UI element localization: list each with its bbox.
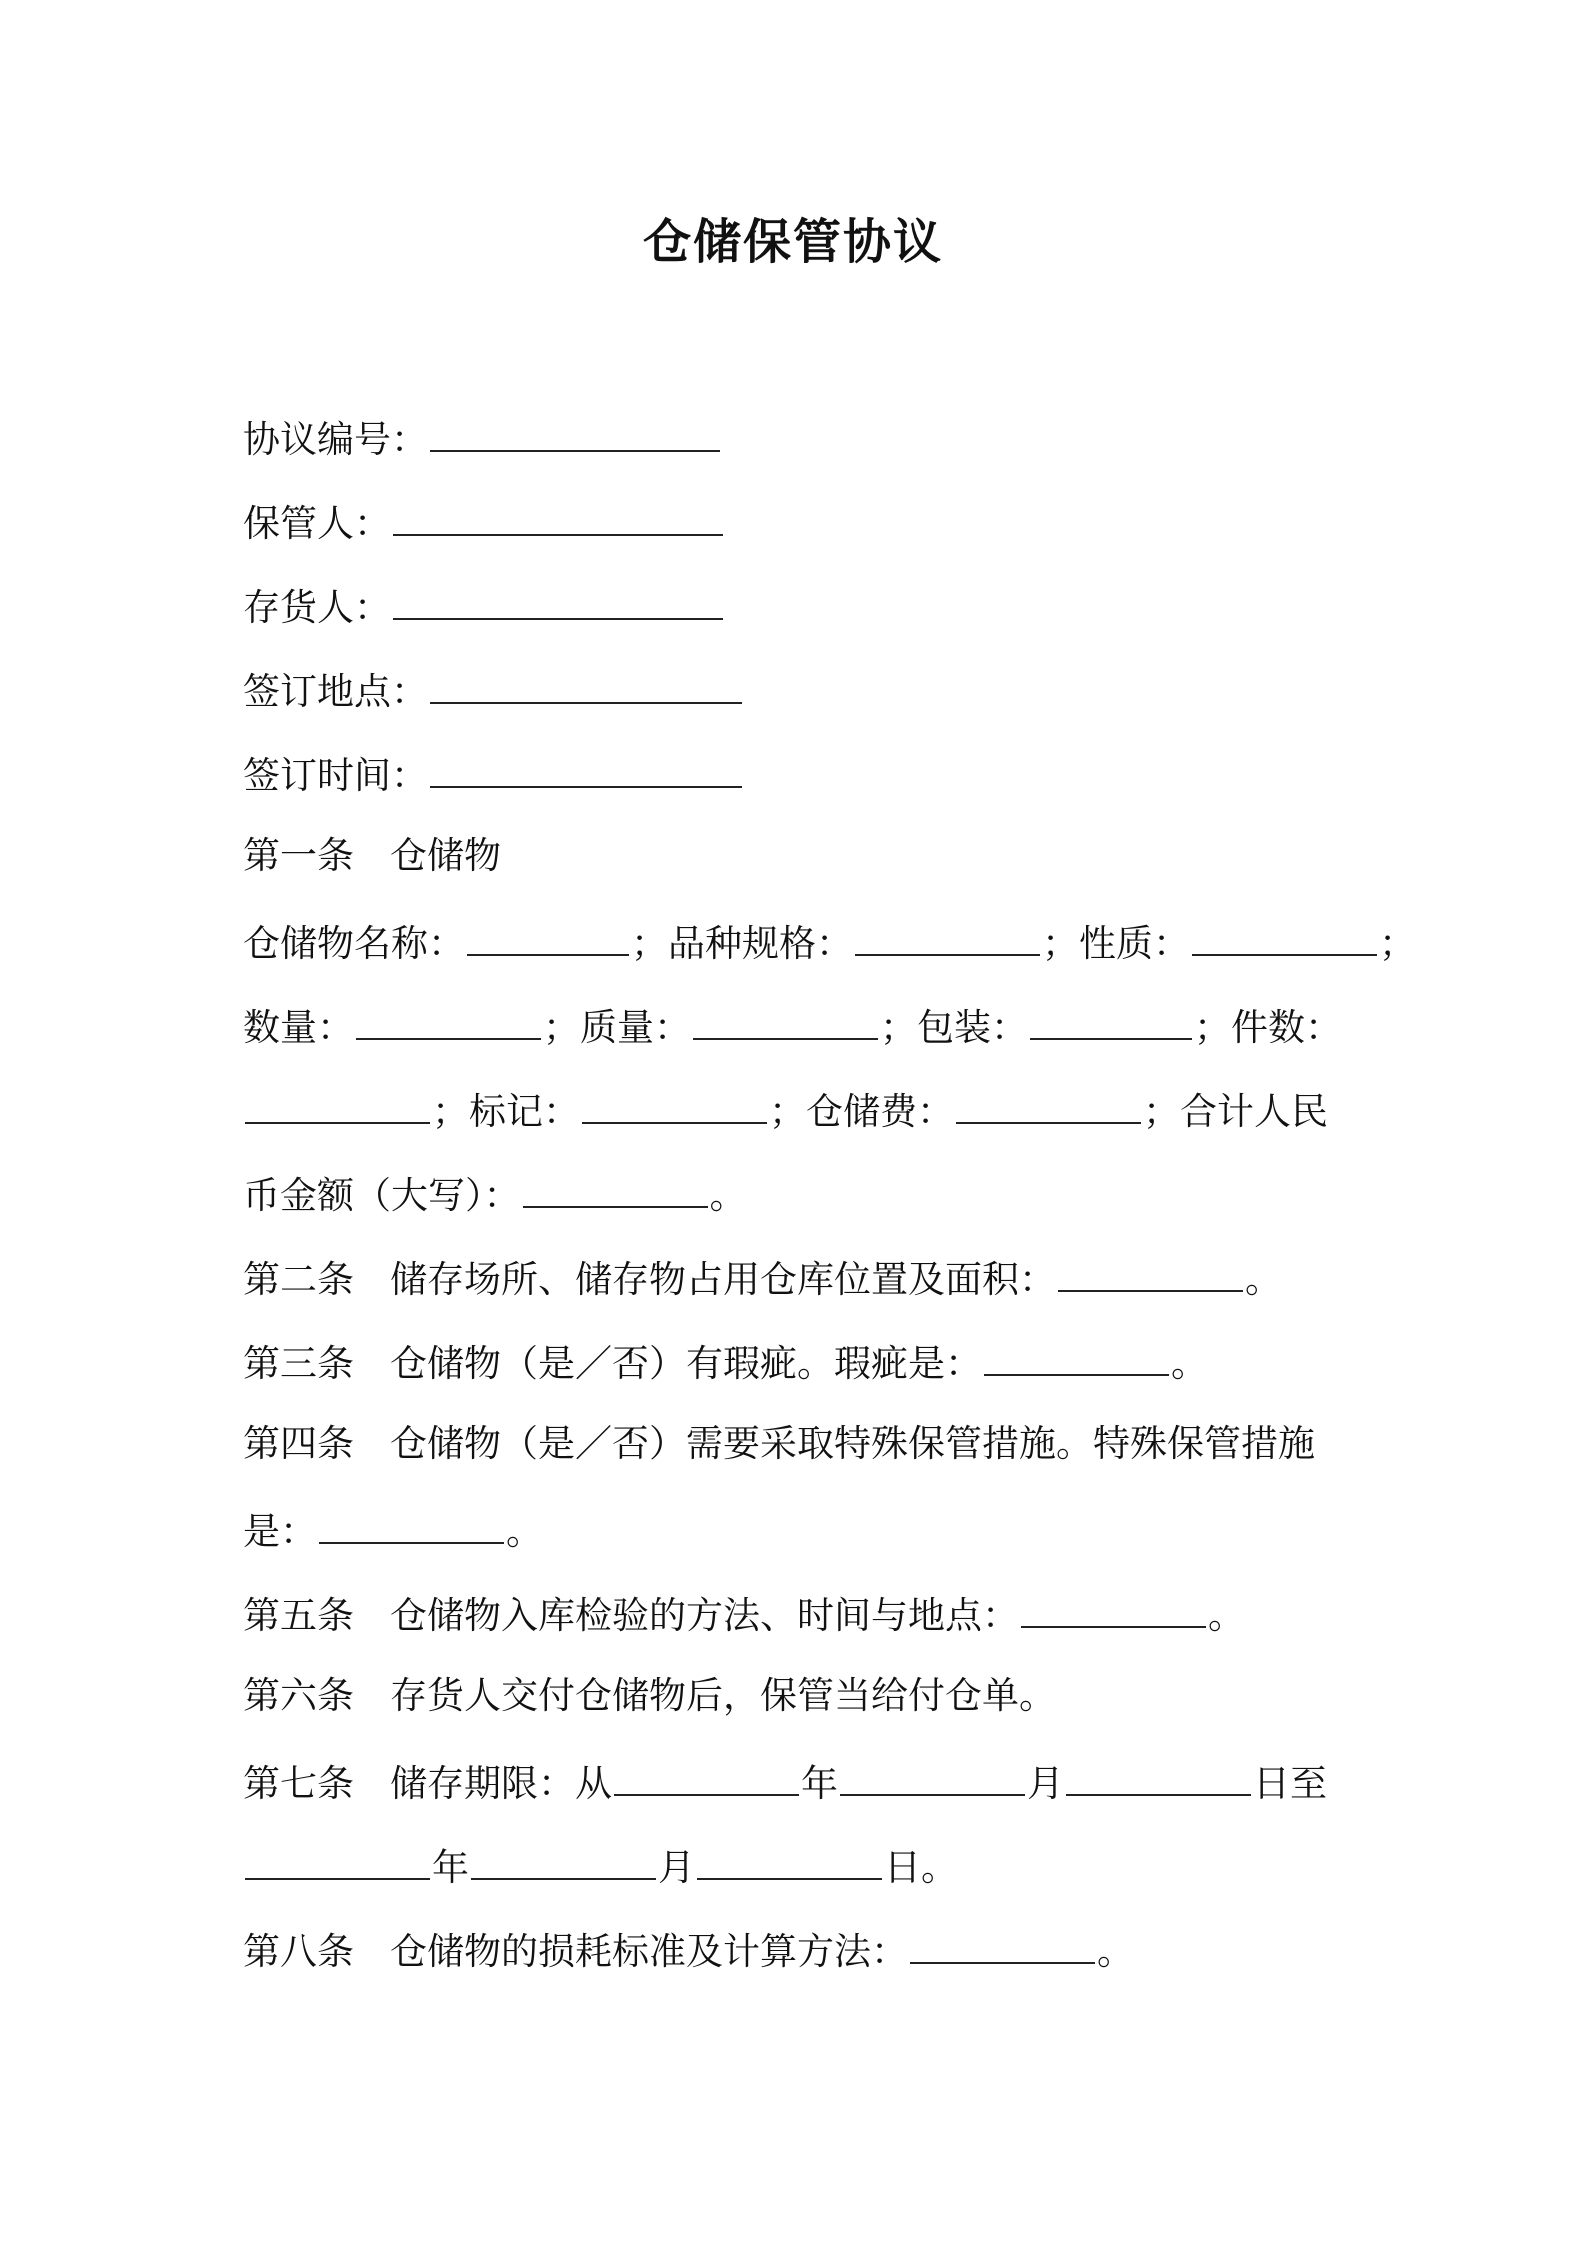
article-4-blank xyxy=(319,1500,504,1544)
custodian-label: 保管人： xyxy=(243,502,391,545)
signing-time-line xyxy=(243,744,1353,828)
amount-blank xyxy=(523,1164,708,1208)
start-day-label: 日至 xyxy=(1253,1762,1327,1805)
article-7-number: 第七条 xyxy=(243,1762,354,1805)
goods-name-label: 仓储物名称： xyxy=(243,922,465,965)
article-2 xyxy=(243,1248,1353,1332)
mark-blank xyxy=(582,1080,767,1124)
article-3-blank xyxy=(984,1332,1169,1376)
article-4-text-2: 是： xyxy=(243,1510,317,1553)
article-3-text: 仓储物（是／否）有瑕疵。瑕疵是： xyxy=(390,1342,982,1385)
article-1-line-3 xyxy=(243,1080,1353,1164)
quantity-label: 数量： xyxy=(243,1006,354,1049)
nature-label: ；性质： xyxy=(1042,922,1190,965)
signing-time-label: 签订时间： xyxy=(243,754,428,797)
article-4-line-2 xyxy=(243,1500,1353,1584)
spec-blank xyxy=(855,912,1040,956)
amount-label: 币金额（大写）： xyxy=(243,1174,521,1217)
end-year-blank xyxy=(245,1836,430,1880)
article-4-line-1 xyxy=(243,1416,1353,1500)
article-8-blank xyxy=(910,1920,1095,1964)
package-label: ；包装： xyxy=(880,1006,1028,1049)
start-year-blank xyxy=(614,1752,799,1796)
quality-blank xyxy=(693,996,878,1040)
article-1-line-4 xyxy=(243,1164,1353,1248)
pieces-label: ；件数： xyxy=(1194,1006,1342,1049)
article-3-end: 。 xyxy=(1171,1342,1208,1385)
goods-name-blank xyxy=(467,912,629,956)
article-3 xyxy=(243,1332,1353,1416)
end-year-label: 年 xyxy=(432,1846,469,1889)
article-6-text: 存货人交付仓储物后，保管当给付仓单。 xyxy=(390,1674,1056,1717)
article-7-line-2 xyxy=(243,1836,1353,1920)
article-8 xyxy=(243,1920,1353,2004)
end-month-label: 月 xyxy=(658,1846,695,1889)
package-blank xyxy=(1030,996,1192,1040)
signing-place-label: 签订地点： xyxy=(243,670,428,713)
custodian-line xyxy=(243,492,1353,576)
end-month-blank xyxy=(471,1836,656,1880)
document-title: 仓储保管协议 xyxy=(642,214,943,270)
article-7-text: 储存期限：从 xyxy=(390,1762,612,1805)
depositor-line xyxy=(243,576,1353,660)
article-4-text: 仓储物（是／否）需要采取特殊保管措施。特殊保管措施 xyxy=(390,1422,1315,1465)
signing-time-blank xyxy=(430,744,742,788)
custodian-blank xyxy=(393,492,723,536)
article-3-number: 第三条 xyxy=(243,1342,354,1385)
article-6-number: 第六条 xyxy=(243,1674,354,1717)
document-body xyxy=(243,408,1416,2004)
article-6 xyxy=(243,1668,1353,1752)
start-day-blank xyxy=(1066,1752,1251,1796)
article-8-text: 仓储物的损耗标准及计算方法： xyxy=(390,1930,908,1973)
quantity-blank xyxy=(356,996,541,1040)
article-2-end: 。 xyxy=(1245,1258,1282,1301)
agreement-number-blank xyxy=(430,408,720,452)
article-2-text: 储存场所、储存物占用仓库位置及面积： xyxy=(390,1258,1056,1301)
pieces-blank xyxy=(245,1080,430,1124)
total-label: ；合计人民 xyxy=(1143,1090,1328,1133)
depositor-blank xyxy=(393,576,723,620)
article-5-number: 第五条 xyxy=(243,1594,354,1637)
article-5-text: 仓储物入库检验的方法、时间与地点： xyxy=(390,1594,1019,1637)
start-month-blank xyxy=(840,1752,1025,1796)
agreement-number-label: 协议编号： xyxy=(243,418,428,461)
article-5-end: 。 xyxy=(1208,1594,1245,1637)
quality-label: ；质量： xyxy=(543,1006,691,1049)
article-1-end: 。 xyxy=(709,1174,747,1217)
fee-blank xyxy=(956,1080,1141,1124)
start-month-label: 月 xyxy=(1027,1762,1064,1805)
article-4-number: 第四条 xyxy=(243,1422,354,1465)
signing-place-blank xyxy=(430,660,742,704)
article-1-line-1 xyxy=(243,912,1416,996)
start-year-label: 年 xyxy=(801,1762,838,1805)
article-8-end: 。 xyxy=(1097,1930,1134,1973)
article-8-number: 第八条 xyxy=(243,1930,354,1973)
spec-label: ；品种规格： xyxy=(631,922,853,965)
article-5-blank xyxy=(1021,1584,1206,1628)
nature-blank xyxy=(1192,912,1377,956)
agreement-number-line xyxy=(243,408,1353,492)
article-4-end: 。 xyxy=(506,1510,543,1553)
fee-label: ；仓储费： xyxy=(769,1090,954,1133)
article-1-title: 仓储物 xyxy=(390,834,501,877)
article-1-heading xyxy=(243,828,1353,912)
article-7-line-1 xyxy=(243,1752,1353,1836)
article-5 xyxy=(243,1584,1353,1668)
mark-label: ；标记： xyxy=(432,1090,580,1133)
signing-place-line xyxy=(243,660,1353,744)
article-2-blank xyxy=(1058,1248,1243,1292)
article-2-number: 第二条 xyxy=(243,1258,354,1301)
line-end-semicolon: ； xyxy=(1379,922,1416,965)
depositor-label: 存货人： xyxy=(243,586,391,629)
article-1-line-2 xyxy=(243,996,1353,1080)
article-1-number: 第一条 xyxy=(243,834,354,877)
end-day-blank xyxy=(697,1836,882,1880)
end-day-label: 日。 xyxy=(884,1846,958,1889)
